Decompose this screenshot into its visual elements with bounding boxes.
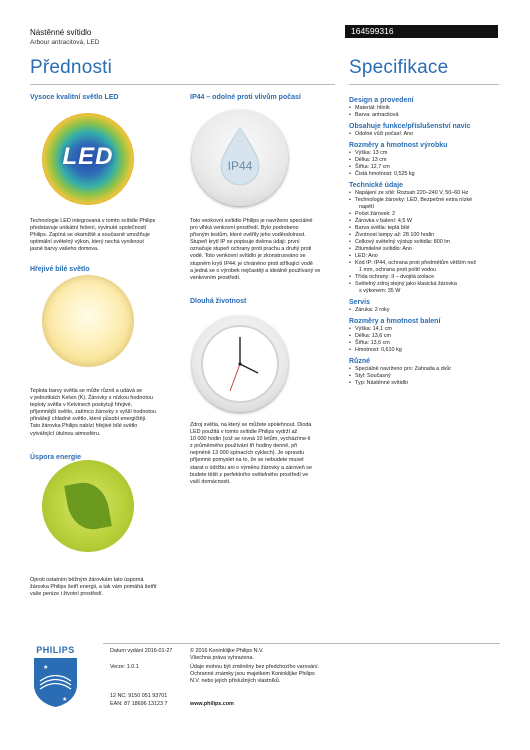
svg-text:★: ★: [43, 664, 49, 671]
product-name: Nástěnné svítidlo: [30, 28, 92, 37]
spec-section-title: Obsahuje funkce/příslušenství navíc: [349, 123, 471, 130]
text-line: starat o údržbu ani o výměnu žárovky a zároveň se: [190, 464, 312, 471]
specs-rule: [349, 84, 499, 85]
water-drop-icon: [215, 126, 265, 186]
text-line: Philips. Zapíná se okamžitě a současně umožňuje: [30, 232, 150, 239]
text-line: budete těšit z perfektního světelného prostředí ve: [190, 471, 309, 478]
spec-item: • Styl: Současný: [349, 373, 514, 380]
footer-version: Verze: 1.0.1: [110, 664, 139, 670]
footer-url-text[interactable]: www.philips.com: [190, 701, 234, 707]
footer-rule: [103, 643, 500, 644]
text-line: Zdroj světla, na který se můžete spolehnout. Dioda: [190, 422, 312, 428]
leaf-shape: [64, 479, 112, 533]
features-title: Přednosti: [30, 57, 113, 78]
spec-item: • Čistá hmotnost: 0,525 kg: [349, 171, 514, 178]
specs-title: Specifikace: [349, 57, 449, 78]
footer-rights: Všechna práva vyhrazena.: [190, 655, 254, 661]
spec-item: • Šířka: 13,6 cm: [349, 340, 514, 347]
spec-item: s výkonem: 35 W: [359, 288, 401, 294]
text-line: N.V. nebo jejich příslušných vlastníků.: [190, 678, 281, 685]
product-header: [30, 28, 99, 47]
text-line: a jedná se o výrobek nejčastěji a ideálně používaný ve: [190, 267, 321, 274]
philips-logo: [28, 645, 83, 710]
feature-eco-text: [30, 577, 190, 598]
spec-section-title: Různé: [349, 358, 370, 365]
text-line: Teplota barvy světla se může různit a udává se: [30, 388, 143, 394]
feature-ip44-text: [190, 218, 340, 282]
text-line: jasné barvy vašeho domova.: [30, 246, 99, 253]
spec-item: • Žárovka v balení: 4,5 W: [349, 218, 514, 225]
logo-wordmark: PHILIPS: [36, 645, 75, 655]
spec-item: • Ztlumitelné svítidlo: Ano: [349, 246, 514, 253]
feature-warm-title: Hřejivé bílé světlo: [30, 266, 90, 273]
footer-date: Datum vydání 2016-01-27: [110, 648, 173, 654]
spec-item: 1 mm, ochrana proti polití vodou: [359, 267, 437, 273]
product-subtitle: Arbour antracitová, LED: [30, 39, 100, 46]
text-line: žárovka Philips šetří energii, a tak vám pomáhá šetřit: [30, 584, 157, 591]
text-line: Stupeň krytí IP se popisuje dvěma údaji: první: [190, 239, 300, 246]
text-line: příjemnější světlo, zatímco žárovky s vyšší hodnotou: [30, 409, 156, 416]
text-line: označuje stupeň ochrany proti prachu a druhý proti: [190, 246, 312, 253]
spec-section-title: Design a provedení: [349, 97, 414, 104]
spec-item: • Délka: 13 cm: [349, 157, 514, 164]
warm-light-icon: [42, 275, 134, 367]
clock-hands-icon: [203, 327, 277, 401]
feature-life-text: [190, 422, 340, 486]
svg-text:★: ★: [62, 696, 68, 703]
leaf-icon: [42, 460, 134, 552]
text-line: Údaje mohou být změněny bez předchozího varování.: [190, 664, 320, 670]
text-line: vodě. Toto venkovní svítidlo je zkonstruováno se: [190, 253, 306, 260]
spec-item: • Světelný zdroj stejný jako klasická žárovka: [349, 281, 514, 288]
product-code: 164599316: [345, 25, 498, 38]
spec-item: • Hmotnost: 0,610 kg: [349, 347, 514, 354]
spec-item: • Třída ochrany: II – dvojitá izolace: [349, 274, 514, 281]
spec-item: • Počet žárovek: 2: [349, 211, 514, 218]
spec-list: [349, 93, 514, 387]
spec-item: • LED: Ano: [349, 253, 514, 260]
text-line: přinášejí chladné světlo, které působí energičtěji.: [30, 416, 147, 423]
footer-url[interactable]: [190, 701, 234, 708]
led-icon-label: LED: [62, 143, 114, 170]
spec-item: • Celkový světelný výstup svítidla: 800 lm: [349, 239, 514, 246]
spec-item: • Napájení ze sítě: Rozsah 220–240 V, 50–60 Hz: [349, 190, 514, 197]
text-line: v jednotkách Kelvin (K). Žárovky s nízkou hodnotou: [30, 395, 153, 402]
feature-eco-title: Úspora energie: [30, 454, 81, 461]
spec-section-title: Rozměry a hmotnost výrobku: [349, 142, 448, 149]
clock-icon: [192, 316, 288, 412]
spec-item: • Technologie žárovky: LED, Bezpečné extra nízké: [349, 197, 514, 204]
spec-item: • Délka: 13,6 cm: [349, 333, 514, 340]
feature-warm-text: [30, 388, 190, 438]
spec-section-title: Servis: [349, 299, 371, 306]
text-line: vaší domácnosti.: [190, 478, 231, 485]
ip44-icon-label: IP44: [227, 159, 253, 173]
text-line: venkovním prostředí.: [190, 274, 241, 281]
feature-led-title: Vysoce kvalitní světlo LED: [30, 94, 119, 101]
text-line: Oproti ostatním běžným žárovkám tato úsporná: [30, 577, 144, 583]
spec-item: • Záruka: 2 roky: [349, 307, 514, 314]
text-line: Tato žárovka Philips nabízí hřejivé bílé světlo: [30, 423, 138, 430]
text-line: optimální světelný výkon, který nechá vyniknout: [30, 239, 144, 246]
text-line: Toto venkovní svítidlo Philips je navrženo speciálně: [190, 218, 313, 224]
philips-shield-icon: [28, 655, 83, 709]
text-line: vaše peníze i životní prostředí.: [30, 591, 104, 598]
clock-face: [201, 325, 279, 403]
spec-section-title: Technické údaje: [349, 182, 403, 189]
text-line: LED použitá v tomto svítidle Philips vydrží až: [190, 429, 298, 436]
spec-item: • Kód IP: IP44, ochrana proti předmětům větším než: [349, 260, 514, 267]
spec-item: • Barva: antracitová: [349, 112, 514, 119]
spec-item: • Šířka: 12,7 cm: [349, 164, 514, 171]
text-line: Ochranné známky jsou majetkem Koninklijke Philips: [190, 671, 315, 678]
footer-ean: EAN: 87 18696 13123 7: [110, 701, 168, 707]
spec-item: • Odolné vůči počasí: Ano: [349, 131, 514, 138]
spec-item: • Materiál: hliník: [349, 105, 514, 112]
spec-item: • Barva světla: teplá bílé: [349, 225, 514, 232]
led-icon: [42, 113, 134, 205]
text-line: nejméně 13 000 spínacích cyklech). Je opravdu: [190, 450, 305, 457]
text-line: teploty světla v Kelvinech poskytují hřejivé,: [30, 402, 133, 409]
text-line: stupněm krytí IP44: je chráněno proti stříkající vodě: [190, 260, 313, 267]
footer-nc: 12 NC: 9150 051 93701: [110, 693, 168, 699]
feature-life-title: Dlouhá životnost: [190, 298, 247, 305]
spec-section-title: Rozměry a hmotnost balení: [349, 318, 441, 325]
text-line: přísným testům, které ověřily jeho voděodolnost.: [190, 232, 306, 239]
spec-item: • Typ: Nástěnné svítidlo: [349, 380, 514, 387]
feature-led-text: [30, 218, 190, 253]
spec-item: • Výška: 14,1 cm: [349, 326, 514, 333]
text-line: 10 000 hodin (což se rovná 10 letům, vycházíme-li: [190, 436, 311, 443]
footer-legal: [190, 664, 319, 685]
features-rule: [30, 84, 335, 85]
text-line: představuje unikátní řešení, vyvinuté společností: [30, 225, 147, 232]
spec-item: • Výška: 13 cm: [349, 150, 514, 157]
footer-copyright: © 2016 Koninklijke Philips N.V.: [190, 648, 264, 654]
feature-ip44-title: IP44 – odolné proti vlivům počasí: [190, 94, 301, 101]
text-line: pro vlhká venkovní prostředí. Bylo podrobeno: [190, 225, 299, 232]
spec-item: • Životnost lampy až: 28 100 hodin: [349, 232, 514, 239]
ip44-icon: [192, 110, 288, 206]
spec-item: napětí: [359, 204, 374, 210]
text-line: příjemné pomyslet na to, že se nebudete muset: [190, 457, 304, 464]
text-line: z průměrného používání tří hodiny denně, při: [190, 443, 298, 450]
text-line: Technologie LED integrovaná v tomto svítidle Philips: [30, 218, 156, 224]
text-line: vytvářející útulnou atmosféru.: [30, 430, 101, 437]
spec-item: • Speciálně navrženo pro: Zahrada a dvůr: [349, 366, 514, 373]
